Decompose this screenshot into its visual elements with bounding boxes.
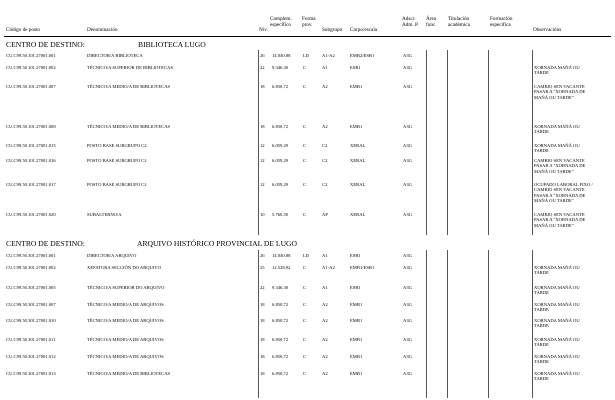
cell-subgrupo: A2 [322,318,328,323]
column-divider [488,250,489,398]
cell-complemento: 6.850,72 [272,318,289,323]
cell-adscr: A3G [403,285,412,290]
cell-codigo: CU.C99.50.101.27001.007 [6,84,56,89]
cell-forma: LD [303,253,310,258]
cell-forma: C [303,158,307,163]
cell-corpo: EMB1 [350,354,363,359]
cell-forma: C [303,265,307,270]
cell-forma: C [303,337,307,342]
cell-nivel: 18 [260,84,265,89]
cell-codigo: CU.C99.50.101.27001.015 [6,143,56,148]
column-divider [258,250,259,398]
cell-subgrupo: A2 [322,337,328,342]
cell-complemento: 6.059,29 [272,158,289,163]
cell-codigo: CU.C99.50.301.27001.001 [6,253,56,258]
cell-denominacion: TÉCNICO/A MEDIO/A DE BIBLIOTECAS [87,84,171,89]
header-rule [4,36,611,37]
cell-subgrupo: A2 [322,124,328,129]
cell-corpo: EMB2/ESB1 [350,53,375,58]
header-area [426,17,437,28]
cell-complemento: 9.346,30 [272,65,289,70]
cell-subgrupo: A1 [322,253,328,258]
cell-nivel: 18 [260,354,265,359]
cell-observacions: XORNADA MAÑÁ OU TARDE [534,337,580,348]
cell-nivel: 22 [260,285,265,290]
cell-adscr: A3G [403,212,412,217]
cell-codigo: CU.C99.50.301.27001.012 [6,354,56,359]
header-adscr-line2: Adm. P. [402,21,419,28]
cell-adscr: A3G [403,65,412,70]
cell-denominacion: TÉCNICO/A MEDIO/A DE BIBLIOTECAS [87,371,171,376]
cell-forma: C [303,318,307,323]
cell-forma: C [303,124,307,129]
cell-observacions: CAMBIO SEN VACANTE PASAR A "XORNADA DE MAÑÁ OU TARDE" [534,212,586,228]
header-complemento-line2: específico [270,21,292,28]
column-divider [447,50,448,235]
cell-nivel: 18 [260,337,265,342]
header-complemento [270,17,292,28]
cell-adscr: A3G [403,337,412,342]
header-codigo: Código de posto [6,27,41,33]
cell-complemento: 6.850,72 [272,124,289,129]
cell-codigo: CU.C99.50.101.27001.001 [6,53,56,58]
cell-corpo: EMB1 [350,302,363,307]
section-name: BIBLIOTECA LUGO [138,40,206,49]
cell-forma: LD [303,53,310,58]
cell-subgrupo: A1 [322,285,328,290]
cell-complemento: 6.059,29 [272,182,289,187]
cell-denominacion: TÉCNICO/A SUPERIOR DE BIBLIOTECAS [87,65,173,70]
cell-adscr: A3G [403,84,412,89]
header-area-line1: Área [426,16,437,22]
cell-complemento: 14.040,88 [272,253,291,258]
cell-denominacion: POSTO BASE SUBGRUPO C2 [87,143,147,148]
header-titulacion [448,17,470,28]
cell-adscr: A3G [403,143,412,148]
cell-complemento: 12.528,92 [272,265,291,270]
section-name: ARQUIVO HISTÓRICO PROVINCIAL DE LUGO [137,239,298,248]
cell-denominacion: SUBALTERNO/A [87,212,122,217]
cell-adscr: A3G [403,53,412,58]
cell-nivel: 18 [260,318,265,323]
cell-complemento: 6.850,72 [272,337,289,342]
cell-subgrupo: C2 [322,158,328,163]
column-divider [426,250,427,398]
cell-codigo: CU.C99.50.301.27001.010 [6,318,56,323]
cell-corpo: EMB1 [350,371,363,376]
header-formacion [490,17,512,28]
cell-corpo: EMB1 [350,318,363,323]
column-divider [447,250,448,398]
cell-adscr: A3G [403,182,412,187]
cell-denominacion: TÉCNICO/A MEDIO/A DE ARQUIVOS [87,318,164,323]
cell-forma: C [303,285,307,290]
cell-denominacion: TÉCNICO/A MEDIO/A DE ARQUIVOS [87,354,164,359]
cell-nivel: 10 [260,212,265,217]
cell-adscr: A3G [403,318,412,323]
cell-codigo: CU.C99.50.301.27001.013 [6,371,56,376]
cell-adscr: A3G [403,158,412,163]
cell-observacions: XORNADA MAÑÁ OU TARDE [534,265,580,276]
cell-observacions: XORNADA MAÑÁ OU TARDE [534,371,580,382]
header-denominacion: Denominación [87,27,118,33]
section-label: CENTRO DE DESTINO: [6,239,85,248]
header-titulacion-line2: académica [448,21,470,28]
cell-nivel: 22 [260,65,265,70]
cell-forma: C [303,84,307,89]
cell-complemento: 6.850,72 [272,371,289,376]
cell-codigo: CU.C99.50.101.27001.020 [6,212,56,217]
cell-corpo: XERAL [350,182,366,187]
cell-corpo: EMB1 [350,124,363,129]
cell-codigo: CU.C99.50.301.27001.011 [6,337,56,342]
column-divider [426,50,427,235]
header-forma-line1: Forma [302,16,316,22]
section-label: CENTRO DE DESTINO: [6,40,85,49]
cell-observacions: XORNADA MAÑÁ OU TARDE [534,285,580,296]
header-observacions: Observacións [533,27,562,33]
cell-denominacion: TÉCNICO/A MEDIO/A DE ARQUIVOS [87,302,164,307]
cell-forma: C [303,302,307,307]
cell-corpo: XERAL [350,158,366,163]
cell-nivel: 18 [260,302,265,307]
header-complemento-line1: Complem. [270,16,292,22]
cell-nivel: 26 [260,53,265,58]
cell-observacions: OCUPADO LABORAL FIXO / CAMBIO SEN VACANTE PASAR A "XORNADA DE MAÑÁ OU TARDE" [534,182,593,204]
cell-codigo: CU.C99.50.101.27001.016 [6,158,56,163]
cell-complemento: 9.346,30 [272,285,289,290]
cell-adscr: A3G [403,302,412,307]
column-divider [532,250,533,398]
cell-observacions: XORNADA MAÑÁ OU TARDE [534,302,580,313]
cell-forma: C [303,212,307,217]
cell-forma: C [303,182,307,187]
cell-complemento: 6.850,72 [272,84,289,89]
cell-nivel: 12 [260,158,265,163]
cell-adscr: A3G [403,371,412,376]
cell-corpo: EMB1/ESB1 [350,265,375,270]
cell-observacions: CAMBIO SEN VACANTE PASAR A "XORNADA DE MAÑÁ OU TARDE" [534,158,586,174]
cell-codigo: CU.C99.50.301.27001.007 [6,302,56,307]
cell-denominacion: DIRECTOR/A ARQUIVO [87,253,137,258]
cell-denominacion: XEFATURA SECCIÓN DO ARQUIVO [87,265,162,270]
cell-corpo: XERAL [350,143,366,148]
cell-corpo: ESB1 [350,253,361,258]
cell-nivel: 12 [260,143,265,148]
cell-subgrupo: A1-A2 [322,265,335,270]
cell-observacions: XORNADA MAÑÁ OU TARDE [534,143,580,154]
cell-forma: C [303,354,307,359]
cell-codigo: CU.C99.50.101.27001.002 [6,65,56,70]
cell-subgrupo: A2 [322,84,328,89]
column-divider [488,50,489,235]
cell-observacions: XORNADA MAÑÁ OU TARDE [534,124,580,135]
cell-codigo: CU.C99.50.101.27001.008 [6,124,56,129]
cell-observacions: XORNADA MAÑÁ OU TARDE [534,318,580,329]
header-subgrupo: Subgrupo [322,27,343,33]
cell-adscr: A3G [403,265,412,270]
cell-subgrupo: A2 [322,354,328,359]
cell-complemento: 14.040,88 [272,53,291,58]
cell-adscr: A3G [403,124,412,129]
header-forma [302,17,316,28]
cell-codigo: CU.C99.50.101.27001.017 [6,182,56,187]
cell-complemento: 6.850,72 [272,354,289,359]
cell-nivel: 18 [260,124,265,129]
cell-subgrupo: C2 [322,143,328,148]
header-formacion-line2: específica [490,21,511,28]
header-nivel: Nív. [259,27,268,33]
cell-corpo: EMB1 [350,337,363,342]
cell-adscr: A3G [403,354,412,359]
cell-subgrupo: AP [322,212,328,217]
header-area-line2: func. [426,21,437,28]
cell-observacions: CAMBIO SEN VACANTE PASAR A "XORNADA DE MAÑÁ OU TARDE" [534,84,586,100]
cell-observacions: XORNADA MAÑÁ OU TARDE [534,65,580,76]
cell-nivel: 26 [260,253,265,258]
header-formacion-line1: Formación [490,16,513,22]
cell-forma: C [303,65,307,70]
cell-nivel: 12 [260,182,265,187]
column-divider [258,50,259,235]
header-adscr [402,17,419,28]
cell-denominacion: POSTO BASE SUBGRUPO C2 [87,158,147,163]
cell-denominacion: TÉCNICO/A MEDIO/A DE BIBLIOTECAS [87,124,171,129]
cell-complemento: 6.850,72 [272,302,289,307]
header-adscr-line1: Adscr. [402,16,416,22]
cell-corpo: EMB1 [350,84,363,89]
cell-subgrupo: C2 [322,182,328,187]
cell-complemento: 6.059,29 [272,143,289,148]
cell-corpo: ESB1 [350,285,361,290]
cell-forma: C [303,371,307,376]
cell-codigo: CU.C99.50.301.27001.002 [6,265,56,270]
cell-codigo: CU.C99.50.301.27001.005 [6,285,56,290]
cell-forma: C [303,143,307,148]
cell-nivel: 18 [260,371,265,376]
cell-denominacion: DIRECTOR/A BIBLIOTECA [87,53,143,58]
column-divider [532,50,533,235]
cell-subgrupo: A2 [322,302,328,307]
cell-denominacion: TÉCNICO/A SUPERIOR DO ARQUIVO [87,285,165,290]
header-forma-line2: prov. [302,21,313,28]
cell-complemento: 5.760,50 [272,212,289,217]
cell-denominacion: POSTO BASE SUBGRUPO C2 [87,182,147,187]
cell-denominacion: TÉCNICO/A MEDIO/A DE ARQUIVOS [87,337,164,342]
cell-nivel: 25 [260,265,265,270]
cell-corpo: XERAL [350,212,366,217]
cell-subgrupo: A1-A2 [322,53,335,58]
cell-adscr: A3G [403,253,412,258]
cell-observacions: XORNADA MAÑÁ OU TARDE [534,354,580,365]
header-titulacion-line1: Titulación [448,16,470,22]
cell-corpo: ESB1 [350,65,361,70]
header-corpo: Corpo/escala [350,27,378,33]
cell-subgrupo: A2 [322,371,328,376]
cell-subgrupo: A1 [322,65,328,70]
